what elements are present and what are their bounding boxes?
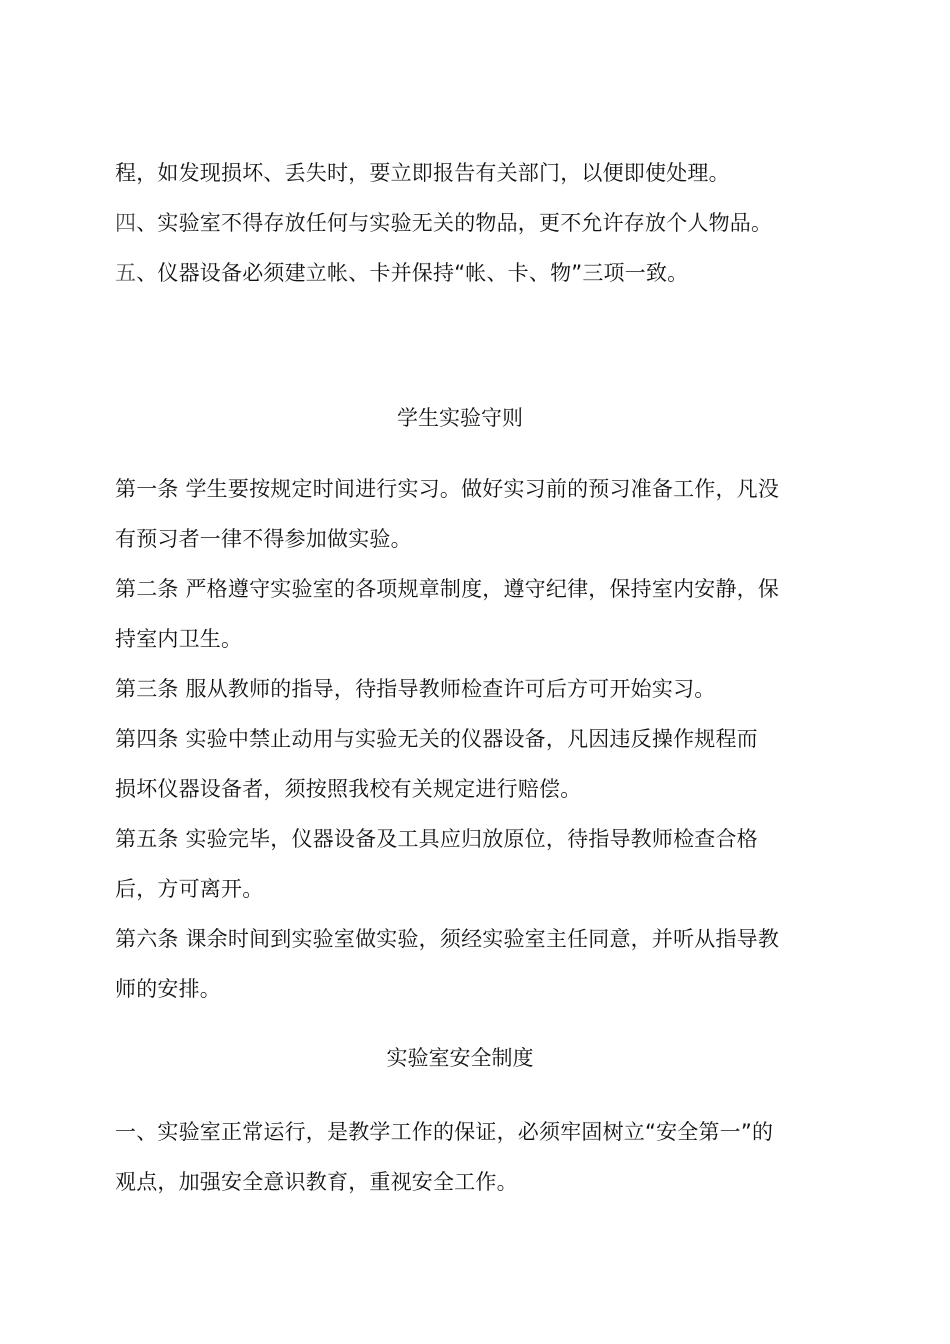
student-rule-line: 损坏仪器设备者，须按照我校有关规定进行赔偿。 — [115, 777, 582, 801]
student-rule-line: 师的安排。 — [115, 977, 221, 1001]
rule-text: 、实验室不得存放任何与实验无关的物品，更不允许存放个人物品。 — [136, 211, 773, 235]
rule-number: 四 — [115, 211, 137, 235]
rule-text: 、仪器设备必须建立帐、卡并保持“帐、卡、物”三项一致。 — [136, 261, 689, 285]
student-rule-line: 第三条 服从教师的指导，待指导教师检查许可后方可开始实习。 — [115, 677, 716, 701]
rule-item-4 — [115, 208, 772, 238]
rule-item-5 — [115, 258, 688, 288]
safety-rule-line: 一、实验室正常运行，是教学工作的保证，必须牢固树立“安全第一”的 — [115, 1120, 774, 1144]
section-title-safety-rules: 实验室安全制度 — [386, 1046, 534, 1070]
safety-rule-line: 观点，加强安全意识教育，重视安全工作。 — [115, 1170, 518, 1194]
student-rule-line: 第六条 课余时间到实验室做实验，须经实验室主任同意，并听从指导教 — [115, 927, 780, 951]
student-rule-line: 第二条 严格遵守实验室的各项规章制度，遵守纪律，保持室内安静，保 — [115, 577, 780, 601]
student-rule-line: 有预习者一律不得参加做实验。 — [115, 527, 412, 551]
student-rule-line: 第四条 实验中禁止动用与实验无关的仪器设备，凡因违反操作规程而 — [115, 727, 758, 751]
section-title-student-rules: 学生实验守则 — [397, 406, 523, 430]
student-rule-line: 第一条 学生要按规定时间进行实习。做好实习前的预习准备工作，凡没 — [115, 477, 780, 501]
student-rule-line: 后，方可离开。 — [115, 877, 264, 901]
student-rule-line: 持室内卫生。 — [115, 627, 243, 651]
rule-number: 五 — [115, 261, 137, 285]
student-rule-line: 第五条 实验完毕，仪器设备及工具应归放原位，待指导教师检查合格 — [115, 827, 758, 851]
paragraph-continuation: 程，如发现损坏、丢失时，要立即报告有关部门，以便即使处理。 — [115, 161, 730, 185]
